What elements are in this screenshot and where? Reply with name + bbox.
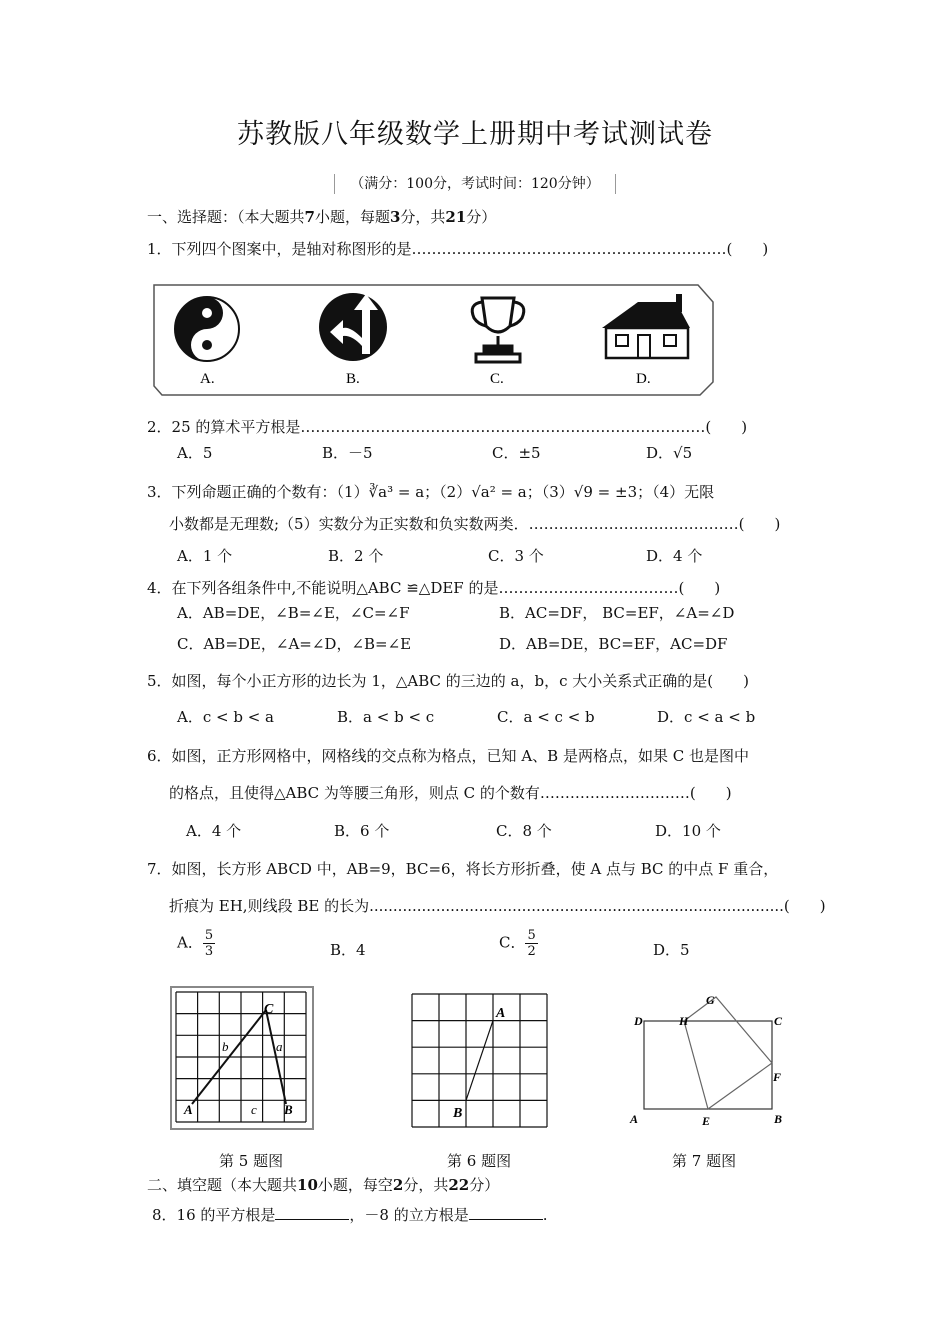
svg-text:A: A xyxy=(630,1112,639,1126)
svg-text:E: E xyxy=(702,1114,711,1128)
svg-text:G: G xyxy=(706,993,715,1007)
q5-option-a: A．c < b < a xyxy=(177,708,274,726)
svg-text:B: B xyxy=(774,1112,783,1126)
q5-option-d: D．c < a < b xyxy=(657,708,756,726)
section-1-heading: 一、选择题：（本大题共7小题，每题3分，共21分） xyxy=(147,208,497,226)
q6-option-c: C．8 个 xyxy=(496,822,552,840)
q4-option-a: A．AB=DE，∠B=∠E，∠C=∠F xyxy=(177,604,410,622)
q4-option-d: D．AB=DE，BC=EF，AC=DF xyxy=(499,635,728,653)
q6-option-b: B．6 个 xyxy=(334,822,390,840)
figure-7-caption: 第 7 题图 xyxy=(672,1152,737,1170)
svg-text:A: A xyxy=(496,1006,506,1021)
svg-text:b: b xyxy=(222,1039,229,1054)
figure-5-caption: 第 5 题图 xyxy=(219,1152,284,1170)
page-title: 苏教版八年级数学上册期中考试测试卷 xyxy=(237,119,713,150)
svg-text:A: A xyxy=(184,1102,193,1117)
q3-option-d: D．4 个 xyxy=(646,547,703,565)
answer-blank-2[interactable] xyxy=(469,1205,543,1220)
svg-text:C: C xyxy=(774,1014,783,1028)
svg-text:a: a xyxy=(276,1039,283,1054)
question-7-line-2: 折痕为 EH,则线段 BE 的长为.......................................................................................( ) xyxy=(169,897,826,915)
q2-option-a: A．5 xyxy=(177,444,213,462)
svg-text:B: B xyxy=(453,1106,463,1121)
q7-option-d: D．5 xyxy=(653,941,690,959)
fraction: $\frac{5}{3}$ xyxy=(204,928,214,959)
q4-option-b: B．AC=DF， BC=EF，∠A=∠D xyxy=(499,604,735,622)
q4-option-c: C．AB=DE，∠A=∠D，∠B=∠E xyxy=(177,635,412,653)
answer-blank-1[interactable] xyxy=(275,1205,349,1220)
q3-option-b: B．2 个 xyxy=(328,547,384,565)
svg-text:c: c xyxy=(251,1102,257,1117)
q6-option-d: D．10 个 xyxy=(655,822,721,840)
q3-option-a: A．1 个 xyxy=(177,547,233,565)
svg-text:C: C xyxy=(264,1002,274,1017)
figure-6-caption: 第 6 题图 xyxy=(447,1152,512,1170)
q7-option-a: A． $\frac{5}{3}$ xyxy=(177,928,214,959)
question-2: 2．25 的算术平方根是………………………………………………………………………( ) xyxy=(147,418,748,436)
q2-option-d: D．√5 xyxy=(646,444,693,462)
svg-text:B: B xyxy=(284,1102,293,1117)
fraction: $\frac{5}{2}$ xyxy=(527,928,536,959)
question-1: 1．下列四个图案中，是轴对称图形的是………………………………………………………( ) xyxy=(147,240,769,258)
q6-option-a: A．4 个 xyxy=(186,822,242,840)
fig1-label-a: A. xyxy=(200,371,215,387)
question-6-line-1: 6．如图，正方形网格中，网格线的交点称为格点，已知 A、B 是两格点，如果 C 也是图中 xyxy=(147,747,749,765)
figure-6 xyxy=(410,992,550,1128)
fig1-label-c: C. xyxy=(490,371,504,387)
road-sign-icon xyxy=(319,293,387,361)
section-2-heading: 二、填空题（本大题共10小题，每空2分，共22分） xyxy=(147,1176,500,1194)
svg-text:D: D xyxy=(634,1014,643,1028)
svg-text:F: F xyxy=(773,1070,782,1084)
q3-option-c: C．3 个 xyxy=(488,547,544,565)
svg-text:H: H xyxy=(679,1014,689,1028)
question-7-line-1: 7．如图，长方形 ABCD 中，AB=9，BC=6，将长方形折叠，使 A 点与 BC 的中点 F 重合， xyxy=(147,860,779,878)
q7-option-c: C． $\frac{5}{2}$ xyxy=(499,928,536,959)
question-3-line-1: 3．下列命题正确的个数有：（1）∛a³ = a；（2）√a² = a；（3）√9 = ±3；（4）无限 xyxy=(147,483,715,501)
figure-7 xyxy=(626,990,794,1128)
question-1-figure xyxy=(150,282,716,398)
figure-5 xyxy=(170,986,316,1132)
q2-option-c: C．±5 xyxy=(492,444,541,462)
question-3-line-2: 小数都是无理数;（5）实数分为正实数和负实数两类．……………………………………( ) xyxy=(169,515,781,533)
q7-option-b: B．4 xyxy=(330,941,366,959)
question-6-line-2: 的格点，且使得△ABC 为等腰三角形，则点 C 的个数有…………………………( ) xyxy=(169,784,732,802)
q2-option-b: B．－5 xyxy=(322,444,373,462)
q5-option-b: B．a < b < c xyxy=(337,708,435,726)
question-4: 4．在下列各组条件中,不能说明△ABC ≌△DEF 的是………………………………( ) xyxy=(147,579,721,597)
q5-option-c: C．a < c < b xyxy=(497,708,595,726)
fig1-label-b: B. xyxy=(346,371,360,387)
yin-yang-icon xyxy=(175,297,239,361)
question-8: 8．16 的平方根是 ，－8 的立方根是 . xyxy=(152,1206,548,1224)
question-5: 5．如图，每个小正方形的边长为 1，△ABC 的三边的 a，b，c 大小关系式正确的是( ) xyxy=(147,672,749,690)
fig1-label-d: D. xyxy=(636,371,651,387)
exam-info: （满分：100分，考试时间：120分钟） xyxy=(334,174,616,194)
